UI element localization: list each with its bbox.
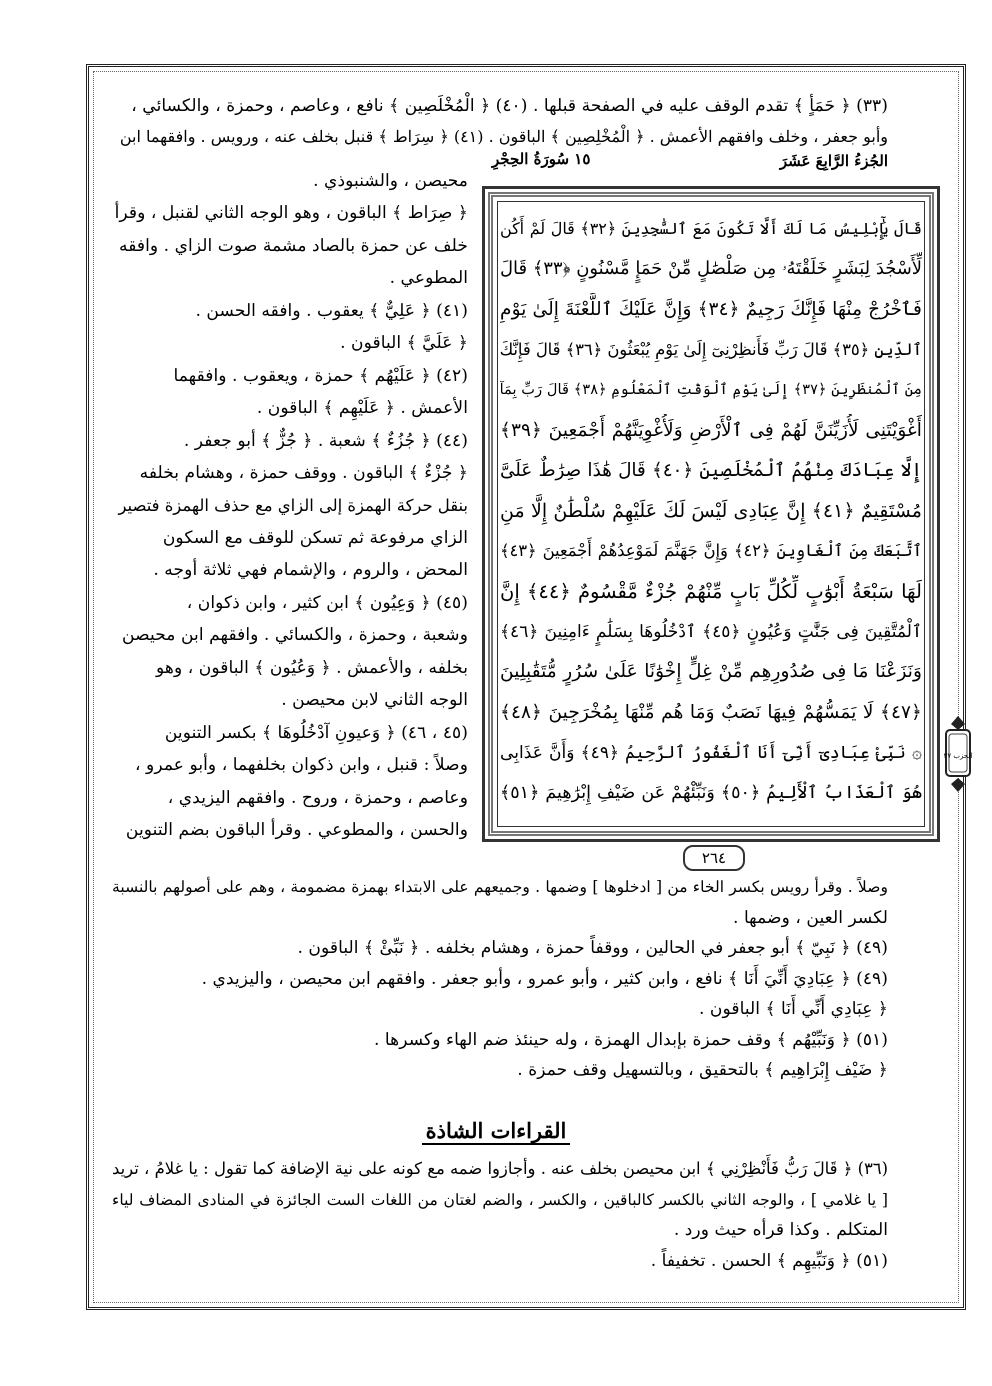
quran-line: قَالَ يَٰٓإِبْلِيسُ مَا لَكَ أَلَّا تَكُونَ مَعَ ٱلسَّٰجِدِينَ ﴿٣٢﴾ قَالَ لَمْ أَكُن [500, 219, 922, 238]
left-column-line: بنقل حركة الهمزة إلى الزاي مع حذف الهمزة فتصير [118, 495, 468, 515]
left-column-line: (٤٤) ﴿ جُزُءٌ ﴾ شعبة . ﴿ جُزٌّ ﴾ أبو جعفر . [183, 430, 468, 451]
bottom-line: (٤٩) ﴿ عِبَادِيَ أَنِّيَ أَنَا ﴾ نافع ، وابن كثير ، وأبو عمرو ، وأبو جعفر . وافقهم ابن محيصن ، واليزيدي . [201, 968, 888, 989]
hizb-marker-label: الحزب ٢٧ [943, 752, 973, 760]
left-column-line: بخلفه ، والأعمش . ﴿ وَعُيُون ﴾ الباقون ، وهو [156, 657, 468, 678]
bottom-line: لكسر العين ، وضمها . [733, 907, 888, 928]
bottom-line: (٤٩) ﴿ نَبِيّ ﴾ أبو جعفر في الحالين ، ووقفاً حمزة ، وهشام بخلفه . ﴿ نَبِّئْ ﴾ الباقون . [297, 938, 888, 958]
juz-label: الجُزءُ الرَّابِعَ عَشَرَ [779, 152, 888, 170]
left-column-line: محيصن ، والشنبوذي . [313, 171, 468, 191]
bottom-line: وصلاً . وقرأ رويس بكسر الخاء من [ ادخلوها ] وضمها . وجميعهم على الابتداء بهمزة مضمومة ، وهم على أصولهم بالنسبة [112, 878, 888, 896]
left-column-line: (٤١) ﴿ عَلِيٌّ ﴾ يعقوب . وافقه الحسن . [195, 300, 468, 321]
left-column-line: (٤٢) ﴿ عَلَيْهُم ﴾ حمزة ، ويعقوب . وافقهما [173, 365, 468, 386]
left-column-line: المطوعي . [389, 268, 468, 289]
shadh-line: (٥١) ﴿ وَنَبِّيهِم ﴾ الحسن . تخفيفاً . [650, 1250, 888, 1271]
surah-header [492, 150, 590, 168]
page-number: ٢٦٤ [683, 845, 745, 871]
quran-line: ٱلدِّينِ ﴿٣٥﴾ قَالَ رَبِّ فَأَنظِرْنِىٓ إِلَىٰ يَوْمِ يُبْعَثُونَ ﴿٣٦﴾ قَالَ فَإِنَّكَ [500, 339, 922, 359]
bottom-line: ﴿ عِبَادِي أَنِّي أَنَا ﴾ الباقون . [698, 999, 888, 1019]
bottom-line: ﴿ ضَيْف إِبْرَاهِيم ﴾ بالتحقيق ، وبالتسهيل وقف حمزة . [517, 1060, 888, 1080]
quran-line: ۞ نَبِّئْ عِبَادِىٓ أَنِّىٓ أَنَا ٱلْغَفُورُ ٱلرَّحِيمُ ﴿٤٩﴾ وَأَنَّ عَذَابِى [500, 742, 922, 763]
left-column-line: ﴿ عَلَيَّ ﴾ الباقون . [340, 333, 468, 354]
left-column-line: (٤٥) ﴿ وَعِيُون ﴾ ابن كثير ، وابن ذكوان ، [186, 592, 468, 613]
bottom-line: (٥١) ﴿ وَنَبِّيْهُم ﴾ وقف حمزة بإبدال الهمزة ، وله حينئذ ضم الهاء وكسرها . [374, 1029, 888, 1050]
quran-line: مُسْتَقِيمٌ ﴿٤١﴾ إِنَّ عِبَادِى لَيْسَ لَكَ عَلَيْهِمْ سُلْطَٰنٌ إِلَّا مَنِ [500, 499, 922, 523]
left-column-line: والحسن ، والمطوعي . وقرأ الباقون بضم التنوين [125, 820, 468, 840]
quran-line: وَنَزَعْنَا مَا فِى صُدُورِهِم مِّنْ غِلٍّ إِخْوَٰنًا عَلَىٰ سُرُرٍ مُّتَقَٰبِلِينَ [500, 661, 922, 683]
quran-line: لِّأَسْجُدَ لِبَشَرٍ خَلَقْتَهُۥ مِن صَلْصَٰلٍ مِّنْ حَمَإٍ مَّسْنُونٍ ﴿٣٣﴾ قَالَ [500, 258, 922, 280]
quran-line: لَهَا سَبْعَةُ أَبْوَٰبٍ لِّكُلِّ بَابٍ مِّنْهُمْ جُزْءٌ مَّقْسُومٌ ﴿٤٤﴾ إِنَّ [500, 579, 922, 603]
section-title-shadh [0, 1118, 992, 1143]
left-column-line: وصلاً : قنبل ، وابن ذكوان بخلفهما ، وأبو عمرو ، [135, 755, 468, 776]
quran-line: ٱلْمُتَّقِينَ فِى جَنَّٰتٍ وَعُيُونٍ ﴿٤٥﴾ ٱدْخُلُوهَا بِسَلَٰمٍ ءَامِنِينَ ﴿٤٦﴾ [500, 622, 922, 642]
commentary-line: (٣٣) ﴿ حَمَأٍ ﴾ تقدم الوقف عليه في الصفحة قبلها . (٤٠) ﴿ الْمُخْلَصِين ﴾ نافع ، وعاصم ، وحمزة ، والكسائي ، [131, 96, 888, 116]
left-column-line: وشعبة ، وحمزة ، والكسائي . وافقهم ابن محيصن [122, 625, 468, 646]
commentary-line: وأبو جعفر ، وخلف وافقهم الأعمش . ﴿ الْمُخْلِصِين ﴾ الباقون . (٤١) ﴿ سِرَاط ﴾ قنبل بخلف عنه ، ورويس . وافقهما ابن [119, 127, 888, 146]
left-column-line: (٤٥ ، ٤٦) ﴿ وَعيونِ آدْخُلُوهَا ﴾ بكسر التنوين [164, 722, 468, 743]
left-column-line: ﴿ صِرَاط ﴾ الباقون ، وهو الوجه الثاني لقنبل ، وقرأ [114, 203, 468, 224]
quran-line: ﴿٤٧﴾ لَا يَمَسُّهُمْ فِيهَا نَصَبٌ وَمَا هُم مِّنْهَا بِمُخْرَجِينَ ﴿٤٨﴾ [500, 701, 922, 723]
shadh-line: (٣٦) ﴿ قَالَ رَبُّ فَأَنْظِرْنِي ﴾ ابن محيصن بخلف عنه . وأجازوا ضمه مع كونه على نية الإضافة كما تقول : يا غلامُ ، تريد [112, 1159, 888, 1178]
quran-line: إِلَّا عِبَادَكَ مِنْهُمُ ٱلْمُخْلَصِينَ ﴿٤٠﴾ قَالَ هَٰذَا صِرَٰطٌ عَلَىَّ [500, 459, 922, 481]
left-column-line: وعاصم ، وحمزة ، وروح . وافقهم اليزيدي ، [167, 787, 468, 808]
shadh-line: [ يا غلامي ] ، والوجه الثاني بالكسر كالباقين ، والكسر ، والضم لغتان من اللغات الست الجائزة في المنادى المضاف لياء [112, 1190, 888, 1209]
quran-line: أَغْوَيْتَنِى لَأُزَيِّنَنَّ لَهُمْ فِى ٱلْأَرْضِ وَلَأُغْوِيَنَّهُمْ أَجْمَعِينَ ﴿٣٩﴾ [500, 419, 922, 441]
left-column-line: الوجه الثاني لابن محيصن . [281, 690, 468, 711]
surah-number: ١٥ [574, 150, 591, 168]
quran-line: مِنَ ٱلْمُنظَرِينَ ﴿٣٧﴾ إِلَىٰ يَوْمِ ٱلْوَقْتِ ٱلْمَعْلُومِ ﴿٣٨﴾ قَالَ رَبِّ بِمَآ [500, 381, 922, 399]
left-column-line: الأعمش . ﴿ عَلَيْهِم ﴾ الباقون . [256, 398, 468, 419]
hizb-marker-ornament [943, 714, 973, 794]
left-column-line: خلف عن حمزة بالصاد مشمة صوت الزاي . وافقه [119, 235, 468, 256]
quran-line: فَٱخْرُجْ مِنْهَا فَإِنَّكَ رَجِيمٌ ﴿٣٤﴾ وَإِنَّ عَلَيْكَ ٱللَّعْنَةَ إِلَىٰ يَوْمِ [500, 298, 922, 320]
left-column-line: ﴿ جُزْءٌ ﴾ الباقون . ووقف حمزة ، وهشام بخلفه [139, 463, 468, 484]
quran-line: هُوَ ٱلْعَذَابُ ٱلْأَلِيمُ ﴿٥٠﴾ وَنَبِّئْهُمْ عَن ضَيْفِ إِبْرَٰهِيمَ ﴿٥١﴾ [500, 783, 922, 804]
section-title-text: القراءات الشاذة [422, 1118, 571, 1145]
juz-header [780, 152, 888, 170]
shadh-line: المتكلم . وكذا قرأه حيث ورد . [673, 1220, 888, 1240]
left-column-line: المحض ، والروم ، والإشمام فهي ثلاثة أوجه . [153, 560, 468, 581]
left-column-line: الزاي مرفوعة ثم تسكن للوقف مع السكون [162, 527, 468, 548]
quran-line: ٱتَّبَعَكَ مِنَ ٱلْغَاوِينَ ﴿٤٢﴾ وَإِنَّ جَهَنَّمَ لَمَوْعِدُهُمْ أَجْمَعِينَ ﴿٤٣﴾ [500, 541, 922, 561]
surah-label: سُورَةُ الحِجْرِ [492, 150, 570, 168]
